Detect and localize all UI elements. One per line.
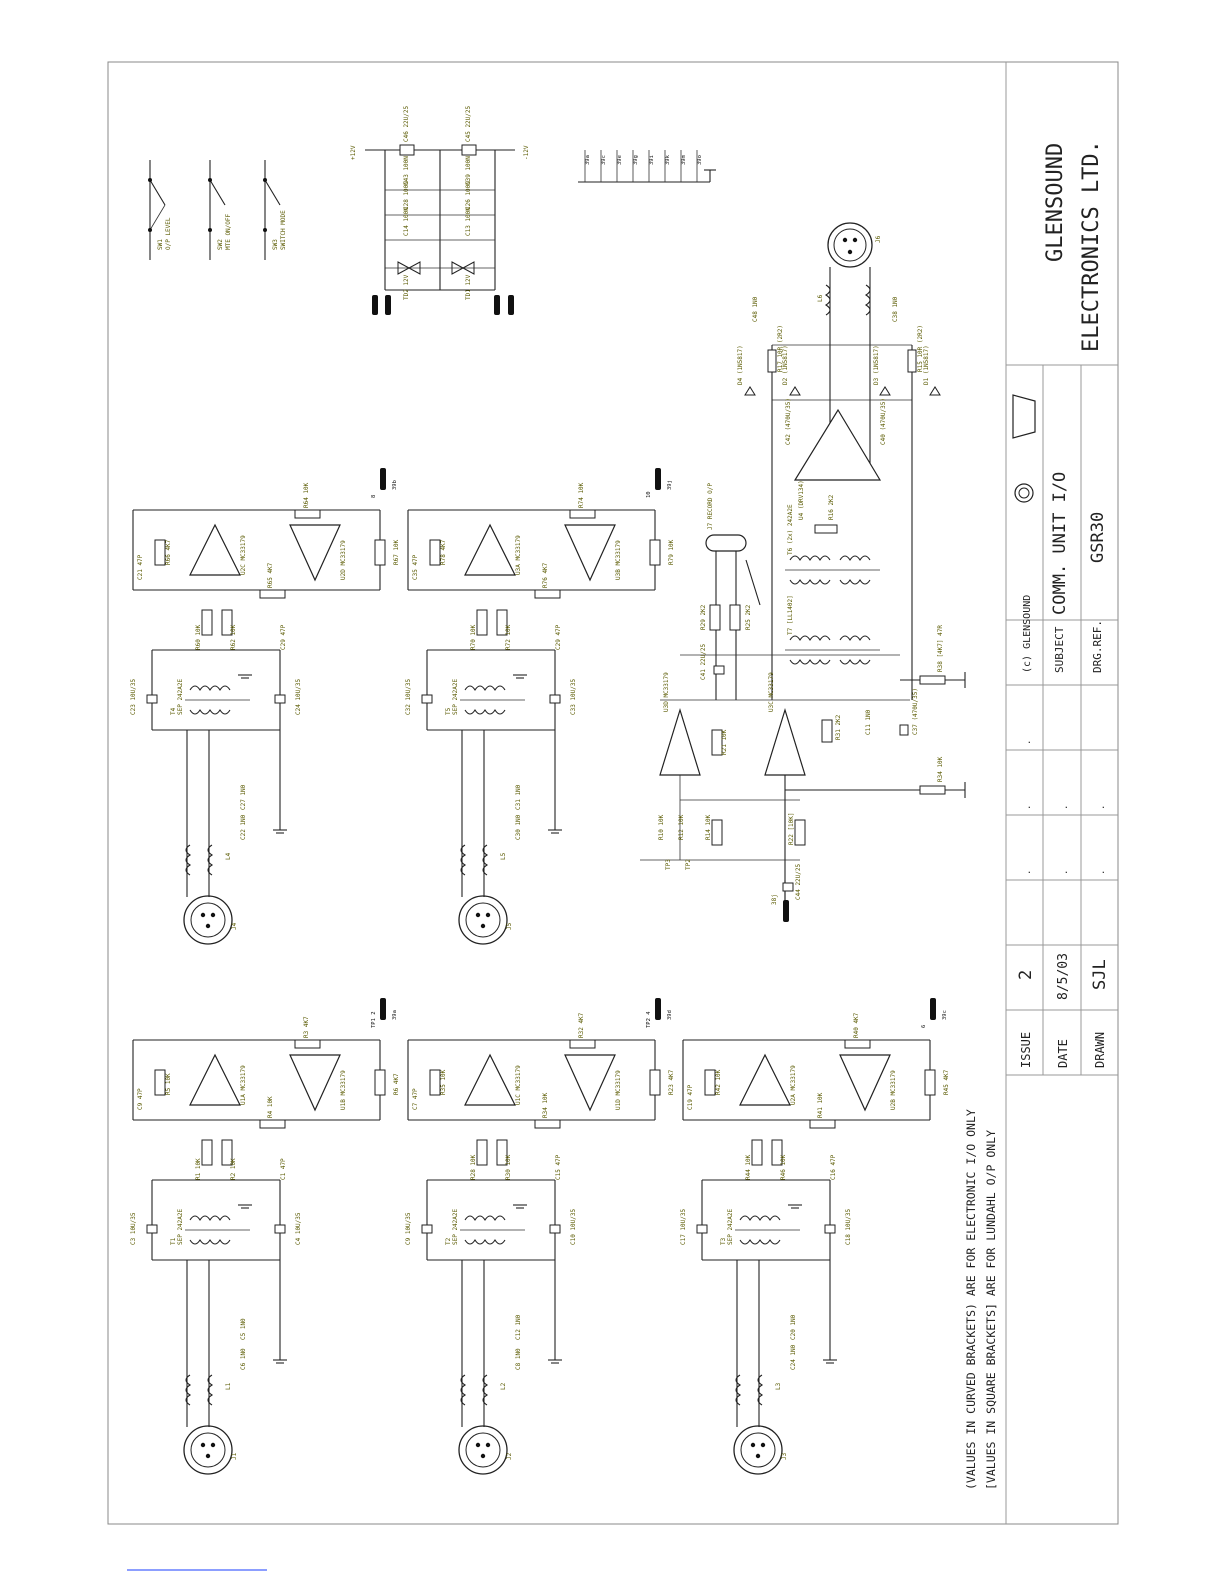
xlr-pin [481,1454,485,1458]
cap-c46: C46 22U/25 [403,105,410,142]
cap-label: C10 10U/35 [570,1208,577,1245]
res-label: R60 10K [195,624,202,650]
issue-value: 2 [1016,969,1036,980]
output-pin-label: 39d [667,1010,673,1020]
resistor [202,610,212,635]
res-r17: R17 10R (2R2) [777,325,784,372]
opamp-b-label: U1B MC33179 [340,1070,347,1110]
capacitor [275,1225,285,1233]
res-r14: R14 10K [705,814,712,840]
transformer-primary [190,1216,230,1220]
opamp-b-label: U2D MC33179 [340,540,347,580]
drawn-label: DRAWN [1093,1031,1107,1068]
sw1-name: O/P LEVEL [165,217,172,250]
output-pin [380,468,386,490]
transformer-primary [465,1216,505,1220]
j6-label: J6 [875,235,882,243]
cap-c11: C11 1N0 [865,709,872,735]
cap-label: C27 1N0 [240,784,247,810]
res-label: R5 10K [165,1073,172,1095]
sw3-ref: SW3 [272,239,279,250]
xlr-pin [476,913,480,917]
cap-label: C33 10U/35 [570,678,577,715]
cap-label: C3 10U/35 [130,1212,137,1245]
res-label: R72 10K [505,624,512,650]
opamp-b [565,1055,615,1110]
cap-c37: C37 (470U/35) [912,688,919,735]
resistor [477,1140,487,1165]
test-point-label: 6 [921,1024,927,1028]
transformer-secondary [465,1240,505,1244]
output-stage [640,223,965,922]
cap-label: C6 1N0 [240,1348,247,1370]
resistor [295,510,320,518]
test-point-label: 8 [371,494,377,498]
opamp-u3c [765,710,805,775]
resistor [155,540,165,565]
capacitor [147,695,157,703]
blank-mark: . [1097,804,1107,810]
resistor [650,540,660,565]
cap-label: C29 47P [280,624,287,650]
input-38j: 38j [771,894,778,905]
power-decoupling [350,105,530,315]
capacitor [550,1225,560,1233]
resistor [477,610,487,635]
test-point-label: TP2 4 [646,1011,652,1028]
transformer-secondary [190,1240,230,1244]
tvs-td2: TD2 12V [403,274,410,300]
opamp-a-label: U2A MC33179 [790,1065,797,1105]
cap-label: C22 1N0 [240,814,247,840]
res-label: R42 10K [715,1069,722,1095]
res-label: R74 10K [578,482,585,508]
res-r15: R15 10R (2R2) [917,325,924,372]
res-r29: R29 2K2 [700,604,707,630]
cap-c45: C45 22U/25 [465,105,472,142]
cap-label: C18 10U/35 [845,1208,852,1245]
header-pin-label: 39c [601,155,607,165]
cap-c43: C43 100N [403,156,410,185]
res-r10: R10 10K [658,814,665,840]
xlr-pin [206,924,210,928]
res-label: R30 10K [505,1154,512,1180]
switch-bank [148,160,287,260]
cap-label: C5 1N0 [240,1318,247,1340]
transformer-part: SEP 242A2E [452,1208,459,1245]
xlr-connector-inner [741,1433,775,1467]
xlr-pin [756,1454,760,1458]
resistor [845,1040,870,1048]
j7-label: J7 RECORD O/P [707,483,714,530]
transformer-t7 [785,595,880,664]
res-label: R70 10K [470,624,477,650]
channel-block-j4 [130,468,400,944]
opamp-a-label: U1C MC33179 [515,1065,522,1105]
connector-label: J3 [781,1452,788,1460]
transformer-primary [190,686,230,690]
output-pin [930,998,936,1020]
resistor [535,1120,560,1128]
xlr-pin [211,1443,215,1447]
cap-label: C19 47P [687,1084,694,1110]
xlr-pin [486,913,490,917]
res-label: R46 10K [780,1154,787,1180]
opamp-u3c-label: U3C MC33179 [768,672,775,712]
blank-mark: . [1023,804,1033,810]
resistor [260,590,285,598]
cap-label: C20 1N0 [790,1314,797,1340]
drg-ref-label: DRG.REF. [1091,620,1104,673]
xlr-pin [761,1443,765,1447]
cap-label: C35 47P [412,554,419,580]
capacitor [422,695,432,703]
resistor [810,1120,835,1128]
res-label: R23 4K7 [668,1069,675,1095]
cap-label: C1 47P [280,1158,287,1180]
tvs-td1: TD1 12V [465,274,472,300]
t6-label: T6 (2x) 242A2E [787,504,794,555]
cap-c44: C44 22U/25 [795,863,802,900]
cap-c39: C39 100N [465,156,472,185]
cap-c14: C14 100N [403,207,410,236]
transformer-label: T1 [170,1237,177,1245]
opamp-b [565,525,615,580]
opamp-b-label: U1D MC33179 [615,1070,622,1110]
opamp-b [290,1055,340,1110]
transformer-part: SEP 242A2E [727,1208,734,1245]
drawn-value: SJL [1090,959,1110,990]
sw2-ref: SW2 [217,239,224,250]
cap-label: C9 10U/35 [405,1212,412,1245]
connector-label: J4 [231,922,238,930]
diode-d4: D4 (1N5817) [737,345,744,385]
xlr-pin [201,913,205,917]
inductor-label: L2 [500,1382,507,1390]
res-label: R79 10K [668,539,675,565]
diode-d2: D2 (1N5817) [782,345,789,385]
title-block [1006,62,1118,1524]
res-label: R28 10K [470,1154,477,1180]
cap-label: C31 1N0 [515,784,522,810]
input-channels [130,468,950,1474]
header-pin-label: 39g [633,155,639,165]
inductor-label: L5 [500,852,507,860]
switch-sw3 [263,160,287,260]
transformer-part: SEP 242A2E [177,1208,184,1245]
res-label: R45 4K7 [943,1069,950,1095]
res-label: R44 10K [745,1154,752,1180]
opamp-b-label: U3B MC33179 [615,540,622,580]
sw2-name: MTE ON/OFF [225,213,232,250]
res-label: R32 4K7 [578,1012,585,1038]
subject-label: SUBJECT [1053,626,1066,673]
res-label: R64 10K [303,482,310,508]
connector-label: J1 [231,1452,238,1460]
switch-sw1 [148,160,172,260]
transformer-secondary [465,710,505,714]
driver-u4-label: U4 (DRV134) [798,480,805,520]
l6-label: L6 [817,294,824,302]
transformer-part: SEP 242A2E [452,678,459,715]
subject-value: COMM. UNIT I/O [1050,471,1070,615]
resistor [752,1140,762,1165]
cap-c13: C13 100N [465,207,472,236]
res-label: R1 10K [195,1158,202,1180]
resistor [650,1070,660,1095]
opamp-a [465,525,515,575]
test-point-label: TP1 2 [371,1011,377,1028]
diode-d1: D1 (1N5817) [923,345,930,385]
cap-c48: C48 1N0 [752,296,759,322]
cap-label: C30 1N0 [515,814,522,840]
opamp-a [190,525,240,575]
output-pin [655,468,661,490]
res-r38: R38 [4K7] 47R [937,625,944,672]
opamp-b [840,1055,890,1110]
xlr-connector-inner [466,1433,500,1467]
sw3-name: SWITCH MODE [280,210,287,250]
opamp-u3d [660,710,700,775]
resistor [705,1070,715,1095]
inductor-label: L1 [225,1382,232,1390]
sw1-ref: SW1 [157,239,164,250]
res-r21: R21 10K [721,729,728,755]
res-label: R66 4K7 [165,539,172,565]
cap-label: C7 47P [412,1088,419,1110]
opamp-b [290,525,340,580]
cap-label: C16 47P [830,1154,837,1180]
tp2-label: TP2 [685,859,692,870]
opamp-b-label: U2B MC33179 [890,1070,897,1110]
rail-neg-label: -12V [523,145,530,160]
glensound-logo [1013,395,1035,502]
header-pin-label: 39k [665,155,671,165]
resistor [535,590,560,598]
date-label: DATE [1056,1039,1070,1068]
inductor-label: L4 [225,852,232,860]
cap-c28: C28 100N [403,181,410,210]
output-pin-label: 39a [392,1010,398,1020]
cap-c41: C41 22U/25 [700,643,707,680]
transformer-label: T2 [445,1237,452,1245]
res-r12: R12 10K [678,814,685,840]
resistor [155,1070,165,1095]
t7-label: T7 [LL1402] [787,595,794,635]
xlr-connector-inner [191,903,225,937]
res-label: R4 10K [267,1096,274,1118]
xlr-pin [486,1443,490,1447]
note-curved-brackets: (VALUES IN CURVED BRACKETS) ARE FOR ELECTRONIC I/O ONLY [964,1109,978,1490]
cap-label: C32 10U/35 [405,678,412,715]
output-pin-label: 39j [667,480,673,490]
res-r22: R22 [10K] [788,812,795,845]
opamp-a [465,1055,515,1105]
company-name-line1: GLENSOUND [1043,142,1068,262]
blank-mark: . [1023,739,1033,745]
resistor [375,1070,385,1095]
res-r34: R34 10K [937,756,944,782]
cap-label: C12 1N0 [515,1314,522,1340]
capacitor [825,1225,835,1233]
res-label: R76 4K7 [542,562,549,588]
channel-block-j3 [680,998,950,1474]
xlr-connector-inner [466,903,500,937]
cap-label: C8 1N0 [515,1348,522,1370]
res-label: R3 4K7 [303,1016,310,1038]
cap-c38: C38 1N0 [892,296,899,322]
opamp-u3d-label: U3D MC33179 [663,672,670,712]
transformer-secondary [740,1240,780,1244]
cap-label: C24 10U/35 [295,678,302,715]
note-square-brackets: [VALUES IN SQUARE BRACKETS] ARE FOR LUNDAHL O/P ONLY [984,1129,998,1490]
transformer-label: T4 [170,707,177,715]
inductor-label: L3 [775,1382,782,1390]
capacitor [697,1225,707,1233]
channel-block-j5 [405,468,675,944]
resistor [570,510,595,518]
cap-label: C9 47P [137,1088,144,1110]
resistor [430,540,440,565]
connector-label: J5 [506,922,513,930]
res-label: R6 4K7 [393,1073,400,1095]
cap-label: C23 10U/35 [130,678,137,715]
diode-d3: D3 (1N5817) [873,345,880,385]
transformer-primary [740,1216,780,1220]
output-pin-label: 39b [392,480,398,490]
blank-mark: . [1097,869,1107,875]
cap-label: C24 1N0 [790,1344,797,1370]
res-label: R78 4K7 [440,539,447,565]
transformer-label: T3 [720,1237,727,1245]
res-r31: R31 2K2 [835,714,842,740]
connector-j6 [828,223,882,267]
header-pin-label: 39m [681,155,687,165]
res-label: R34 10K [542,1092,549,1118]
res-label: R35 10K [440,1069,447,1095]
opamp-a-label: U1A MC33179 [240,1065,247,1105]
xlr-connector-inner [191,1433,225,1467]
res-label: R40 4K7 [853,1012,860,1038]
output-pin [380,998,386,1020]
cap-c26: C26 100N [465,181,472,210]
resistor [375,540,385,565]
company-name-line2: ELECTRONICS LTD. [1079,140,1104,352]
resistor [925,1070,935,1095]
capacitor [550,695,560,703]
res-label: R65 4K7 [267,562,274,588]
output-pin [655,998,661,1020]
header-pin-label: 39e [617,155,623,165]
opamp-a-label: U2C MC33179 [240,535,247,575]
blank-mark: . [1060,869,1070,875]
tp3-label: TP3 [665,859,672,870]
test-point-label: 10 [646,491,652,498]
transformer-primary [465,686,505,690]
opamp-a [740,1055,790,1105]
cap-label: C29 47P [555,624,562,650]
drg-ref-value: GSR30 [1088,511,1108,563]
issue-label: ISSUE [1019,1031,1033,1068]
xlr-pin [751,1443,755,1447]
res-label: R2 10K [230,1158,237,1180]
header-pin-label: 39i [649,155,655,165]
rail-pos-label: +12V [350,145,357,160]
transformer-secondary [190,710,230,714]
cap-label: C15 47P [555,1154,562,1180]
resistor [260,1120,285,1128]
header-pin-bus [578,150,716,182]
res-label: R67 10K [393,539,400,565]
resistor [570,1040,595,1048]
xlr-pin [206,1454,210,1458]
res-label: R62 10K [230,624,237,650]
blank-mark: . [1060,804,1070,810]
resistor [295,1040,320,1048]
connector-label: J2 [506,1452,513,1460]
res-label: R41 10K [817,1092,824,1118]
channel-block-j1 [130,998,400,1474]
xlr-pin [481,924,485,928]
driver-u4 [795,410,880,480]
xlr-pin [476,1443,480,1447]
output-pin-label: 39c [942,1010,948,1020]
channel-block-j2 [405,998,675,1474]
resistor [430,1070,440,1095]
cap-c42: C42 (470U/35) [785,398,792,445]
xlr-pin [201,1443,205,1447]
transformer-part: SEP 242A2E [177,678,184,715]
capacitor [275,695,285,703]
xlr-pin [211,913,215,917]
capacitor [422,1225,432,1233]
header-pin-label: 39a [585,155,591,165]
cap-label: C21 47P [137,554,144,580]
opamp-a [190,1055,240,1105]
switch-sw2 [208,160,232,260]
cap-c40: C40 (470U/35) [880,398,887,445]
date-value: 8/5/03 [1056,953,1071,1000]
opamp-a-label: U3A MC33179 [515,535,522,575]
cap-label: C17 10U/35 [680,1208,687,1245]
blank-mark: . [1023,869,1033,875]
resistor [202,1140,212,1165]
cap-label: C4 10U/35 [295,1212,302,1245]
copyright-text: (c) GLENSOUND [1022,594,1033,673]
capacitor [147,1225,157,1233]
header-pin-label: 39o [697,155,703,165]
transformer-label: T5 [445,707,452,715]
res-r25: R25 2K2 [745,604,752,630]
res-r16: R16 2K2 [828,494,835,520]
